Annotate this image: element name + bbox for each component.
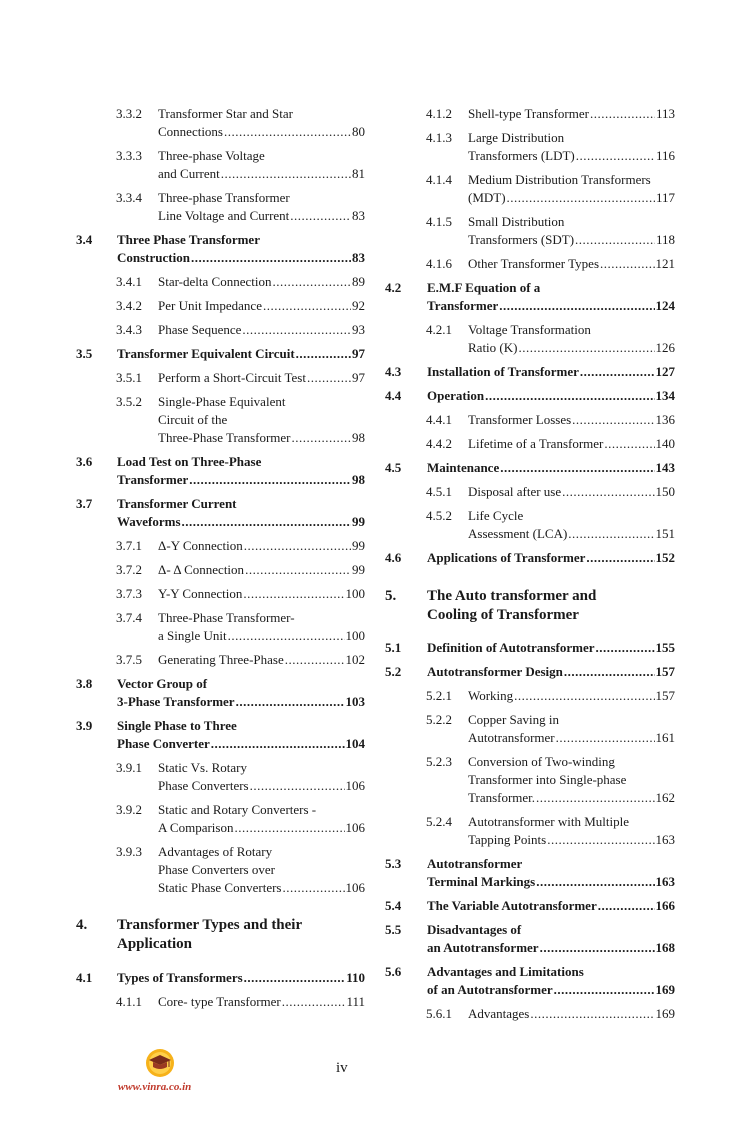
dot-leader (242, 321, 351, 339)
toc-entry-title: Voltage Transformation (468, 322, 591, 337)
toc-page-number: 157 (655, 688, 675, 703)
toc-entry-number: 3.8 (76, 676, 93, 691)
dot-leader (530, 1005, 654, 1023)
dot-leader (514, 687, 654, 705)
toc-entry-title: Transformer (427, 298, 499, 313)
toc-page-number: 163 (655, 832, 675, 847)
toc-page-number: 97 (352, 370, 365, 385)
toc-entry-title: The Auto transformer and (427, 588, 597, 604)
toc-entry-number: 4.1.3 (426, 130, 452, 145)
toc-entry-title: Transformer into Single-phase (468, 772, 627, 787)
toc-page-number: 169 (655, 982, 675, 997)
toc-entry-number: 3.9.1 (116, 760, 142, 775)
toc-page-number: 100 (345, 586, 365, 601)
toc-page-number: 136 (655, 412, 675, 427)
toc-page-number: 155 (655, 640, 675, 655)
toc-page-number: 117 (655, 190, 675, 205)
toc-entry-title: Disposal after use (468, 484, 562, 499)
toc-entry-title: Autotransformer Design (427, 664, 563, 679)
toc-entry-title: Tapping Points (468, 832, 547, 847)
toc-page-number: 80 (352, 124, 365, 139)
dot-leader (263, 297, 351, 315)
toc-page-number: 99 (352, 538, 365, 553)
toc-entry-number: 3.7.5 (116, 652, 142, 667)
toc-entry-number: 4.4.1 (426, 412, 452, 427)
toc-entry-title: Advantages of Rotary (158, 844, 273, 859)
dot-leader (245, 561, 351, 579)
toc-entry-title: (MDT) (468, 190, 506, 205)
toc-page-number: 92 (352, 298, 365, 313)
toc-entry-number: 5.4 (385, 898, 402, 913)
toc-entry-number: 5.3 (385, 856, 402, 871)
dot-leader (485, 387, 654, 405)
toc-entry-number: 4.3 (385, 364, 402, 379)
toc-entry-title: Shell-type Transformer (468, 106, 589, 121)
dot-leader (556, 729, 655, 747)
toc-entry-title: Three-phase Voltage (158, 148, 265, 163)
toc-entry-title: Small Distribution (468, 214, 565, 229)
page-number: iv (336, 1060, 348, 1076)
toc-entry-title: Transformer Types and their (117, 917, 303, 933)
toc-page-number: 143 (655, 460, 675, 475)
dot-leader (272, 273, 351, 291)
dot-leader (580, 363, 655, 381)
dot-leader (572, 411, 654, 429)
toc-entry-title: Disadvantages of (427, 922, 522, 937)
toc-entry-title: Three-Phase Transformer (158, 430, 291, 445)
dot-leader (536, 873, 654, 891)
toc-entry-title: Waveforms (117, 514, 181, 529)
toc-entry-title: and Current (158, 166, 220, 181)
toc-entry-title: Three-Phase Transformer- (158, 610, 295, 625)
toc-entry-number: 5.2.2 (426, 712, 452, 727)
toc-entry-title: Star-delta Connection (158, 274, 272, 289)
toc-page-number: 118 (655, 232, 675, 247)
toc-entry-number: 5.6.1 (426, 1006, 452, 1021)
toc-entry-title: Application (117, 936, 193, 952)
dot-leader (562, 483, 654, 501)
website-link[interactable]: www.vinra.co.in (118, 1081, 192, 1093)
toc-entry-title: Static Phase Converters (158, 880, 282, 895)
dot-leader (224, 123, 351, 141)
toc-entry-title: Transformers (SDT) (468, 232, 575, 247)
graduation-cap-logo-icon (145, 1048, 175, 1078)
toc-entry-title: Transformer Equivalent Circuit (117, 346, 295, 361)
toc-page-number: 168 (655, 940, 675, 955)
toc-entry-number: 4.4 (385, 388, 402, 403)
toc-entry-number: 3.5 (76, 346, 93, 361)
toc-entry-title: Δ-Y Connection (158, 538, 243, 553)
toc-page-number: 106 (345, 778, 365, 793)
dot-leader (250, 777, 345, 795)
dot-leader (191, 249, 351, 267)
toc-entry-number: 3.4 (76, 232, 93, 247)
toc-page-number: 93 (352, 322, 365, 337)
toc-entry-title: Transformer (117, 472, 189, 487)
dot-leader (507, 189, 655, 207)
toc-entry-title: Medium Distribution Transformers (468, 172, 651, 187)
toc-entry-title: Static Vs. Rotary (158, 760, 247, 775)
dot-leader (598, 897, 655, 915)
toc-page-number: 98 (352, 430, 365, 445)
toc-entry-number: 5.6 (385, 964, 402, 979)
dot-leader (536, 789, 654, 807)
toc-entry-title: Advantages (468, 1006, 530, 1021)
toc-entry-title: Working (468, 688, 514, 703)
toc-entry-title: Three Phase Transformer (117, 232, 260, 247)
toc-entry-title: Definition of Autotransformer (427, 640, 595, 655)
dot-leader (500, 459, 654, 477)
toc-entry-number: 5.2.1 (426, 688, 452, 703)
toc-entry-title: Transformer Star and Star (158, 106, 293, 121)
toc-page-number: 126 (655, 340, 675, 355)
toc-entry-title: Advantages and Limitations (427, 964, 584, 979)
toc-page-number: 166 (655, 898, 675, 913)
toc-entry-title: The Variable Autotransformer (427, 898, 597, 913)
dot-leader (292, 429, 352, 447)
toc-entry-title: Phase Converters over (158, 862, 275, 877)
toc-entry-number: 5.2.4 (426, 814, 452, 829)
toc-page-number: 98 (352, 472, 365, 487)
dot-leader (518, 339, 654, 357)
toc-entry-number: 4.1.4 (426, 172, 452, 187)
toc-page-number: 134 (655, 388, 675, 403)
dot-leader (189, 471, 351, 489)
toc-page-number: 113 (655, 106, 675, 121)
dot-leader (182, 513, 351, 531)
toc-entry-title: Copper Saving in (468, 712, 559, 727)
toc-entry-title: Δ- Δ Connection (158, 562, 245, 577)
toc-entry-title: Applications of Transformer (427, 550, 586, 565)
dot-leader (282, 879, 344, 897)
toc-page-number: 169 (655, 1006, 675, 1021)
toc-page-number: 83 (352, 250, 365, 265)
toc-entry-title: Generating Three-Phase (158, 652, 284, 667)
toc-page-number: 157 (655, 664, 675, 679)
dot-leader (600, 255, 654, 273)
dot-leader (243, 585, 344, 603)
toc-entry-number: 3.4.2 (116, 298, 142, 313)
toc-entry-title: Autotransformer (468, 730, 555, 745)
toc-entry-number: 3.3.4 (116, 190, 142, 205)
toc-entry-title: Types of Transformers (117, 970, 243, 985)
toc-entry-number: 3.3.2 (116, 106, 142, 121)
dot-leader (296, 345, 351, 363)
dot-leader (590, 105, 655, 123)
toc-entry-title: Assessment (LCA) (468, 526, 568, 541)
toc-entry-title: Phase Converters (158, 778, 249, 793)
dot-leader (236, 693, 345, 711)
toc-entry-title: Other Transformer Types (468, 256, 600, 271)
toc-entry-title: Autotransformer with Multiple (468, 814, 630, 829)
toc-entry-title: Installation of Transformer (427, 364, 579, 379)
toc-entry-title: of an Autotransformer (427, 982, 553, 997)
toc-entry-number: 4.5.1 (426, 484, 452, 499)
toc-entry-title: Single-Phase Equivalent (158, 394, 286, 409)
toc-page-number: 103 (345, 694, 365, 709)
toc-entry-number: 5.2.3 (426, 754, 452, 769)
toc-entry-number: 3.4.1 (116, 274, 142, 289)
dot-leader (211, 735, 345, 753)
toc-page-number: 151 (655, 526, 675, 541)
toc-page-number: 99 (352, 562, 365, 577)
toc-page-number: 106 (345, 880, 365, 895)
dot-leader (307, 369, 351, 387)
dot-leader (282, 993, 346, 1011)
toc-page-number: 89 (352, 274, 365, 289)
toc-entry-number: 4.1.5 (426, 214, 452, 229)
toc-entry-number: 4.1 (76, 970, 93, 985)
toc-entry-title: Phase Converter (117, 736, 210, 751)
toc-page-number: 162 (655, 790, 675, 805)
toc-page-number: 127 (655, 364, 675, 379)
toc-entry-title: a Single Unit (158, 628, 227, 643)
dot-leader (586, 549, 654, 567)
toc-entry-number: 4.2 (385, 280, 402, 295)
toc-entry-number: 4.5 (385, 460, 402, 475)
toc-entry-number: 5. (385, 588, 397, 604)
dot-leader (554, 981, 655, 999)
toc-entry-title: Connections (158, 124, 223, 139)
toc-entry-number: 4.1.6 (426, 256, 452, 271)
toc-page-number: 100 (345, 628, 365, 643)
toc-page-number: 161 (655, 730, 675, 745)
toc-page-number: 150 (655, 484, 675, 499)
toc-entry-number: 3.7.3 (116, 586, 142, 601)
toc-page-number: 121 (655, 256, 675, 271)
toc-entry-title: Y-Y Connection (158, 586, 243, 601)
toc-entry-title: Terminal Markings (427, 874, 536, 889)
dot-leader (290, 207, 351, 225)
toc-entry-title: Phase Sequence (158, 322, 242, 337)
toc-entry-title: Operation (427, 388, 485, 403)
dot-leader (596, 639, 655, 657)
toc-entry-title: Conversion of Two-winding (468, 754, 615, 769)
toc-entry-title: Life Cycle (468, 508, 524, 523)
toc-entry-number: 4.4.2 (426, 436, 452, 451)
toc-page-number: 140 (655, 436, 675, 451)
dot-leader (575, 231, 655, 249)
toc-page-number: 110 (346, 970, 365, 985)
toc-entry-number: 4.1.1 (116, 994, 142, 1009)
dot-leader (244, 969, 346, 987)
toc-entry-number: 3.9.2 (116, 802, 142, 817)
toc-entry-number: 4. (76, 917, 88, 933)
dot-leader (228, 627, 345, 645)
toc-entry-title: Three-phase Transformer (158, 190, 290, 205)
toc-entry-number: 3.7.4 (116, 610, 142, 625)
toc-entry-number: 3.9.3 (116, 844, 142, 859)
toc-entry-title: E.M.F Equation of a (427, 280, 541, 295)
toc-entry-number: 3.3.3 (116, 148, 142, 163)
toc-entry-title: Construction (117, 250, 190, 265)
toc-entry-number: 3.7 (76, 496, 93, 511)
toc-entry-number: 5.5 (385, 922, 402, 937)
toc-entry-number: 4.6 (385, 550, 402, 565)
toc-entry-number: 3.7.1 (116, 538, 142, 553)
toc-entry-title: Ratio (K) (468, 340, 518, 355)
toc-entry-title: Lifetime of a Transformer (468, 436, 604, 451)
toc-page-number: 106 (345, 820, 365, 835)
toc-page-number: 102 (345, 652, 365, 667)
toc-entry-number: 3.9 (76, 718, 93, 733)
toc-entry-title: Load Test on Three-Phase (117, 454, 262, 469)
toc-entry-title: Autotransformer (427, 856, 523, 871)
toc-entry-title: Vector Group of (117, 676, 208, 691)
toc-entry-title: Per Unit Impedance (158, 298, 262, 313)
dot-leader (540, 939, 655, 957)
toc-entry-title: Static and Rotary Converters - (158, 802, 317, 817)
toc-entry-number: 3.5.1 (116, 370, 142, 385)
toc-page-number: 116 (655, 148, 675, 163)
toc-entry-title: Transformer Losses (468, 412, 572, 427)
toc-page-number: 83 (352, 208, 365, 223)
toc-page-number: 97 (352, 346, 365, 361)
toc-entry-title: Cooling of Transformer (427, 607, 579, 623)
toc-entry-number: 3.6 (76, 454, 93, 469)
toc-entry-title: Single Phase to Three (117, 718, 237, 733)
toc-entry-title: A Comparison (158, 820, 234, 835)
toc-entry-title: Transformer Current (117, 496, 237, 511)
toc-page-number: 81 (352, 166, 365, 181)
toc-entry-number: 5.2 (385, 664, 402, 679)
toc-page-number: 99 (352, 514, 365, 529)
toc-entry-number: 4.2.1 (426, 322, 452, 337)
toc-entry-number: 3.4.3 (116, 322, 142, 337)
toc-entry-title: Transformer. (468, 790, 536, 805)
toc-entry-title: 3-Phase Transformer (117, 694, 235, 709)
toc-entry-title: Line Voltage and Current (158, 208, 290, 223)
toc-page-number: 104 (345, 736, 365, 751)
dot-leader (564, 663, 655, 681)
toc-entry-number: 4.5.2 (426, 508, 452, 523)
toc-entry-title: Maintenance (427, 460, 500, 475)
toc-entry-title: an Autotransformer (427, 940, 539, 955)
toc-entry-title: Large Distribution (468, 130, 565, 145)
dot-leader (568, 525, 654, 543)
toc-page-number: 111 (346, 994, 365, 1009)
toc-entry-title: Perform a Short-Circuit Test (158, 370, 306, 385)
dot-leader (576, 147, 655, 165)
toc-entry-number: 3.5.2 (116, 394, 142, 409)
dot-leader (221, 165, 351, 183)
toc-entry-number: 4.1.2 (426, 106, 452, 121)
toc-page-number: 152 (655, 550, 675, 565)
dot-leader (285, 651, 345, 669)
toc-entry-number: 3.7.2 (116, 562, 142, 577)
toc-entry-title: Core- type Transformer (158, 994, 281, 1009)
toc-page-number: 124 (655, 298, 675, 313)
dot-leader (234, 819, 344, 837)
dot-leader (547, 831, 654, 849)
dot-leader (244, 537, 351, 555)
toc-page-number: 163 (655, 874, 675, 889)
toc-entry-title: Circuit of the (158, 412, 228, 427)
toc-entry-title: Transformers (LDT) (468, 148, 575, 163)
dot-leader (604, 435, 654, 453)
dot-leader (499, 297, 654, 315)
toc-entry-number: 5.1 (385, 640, 402, 655)
